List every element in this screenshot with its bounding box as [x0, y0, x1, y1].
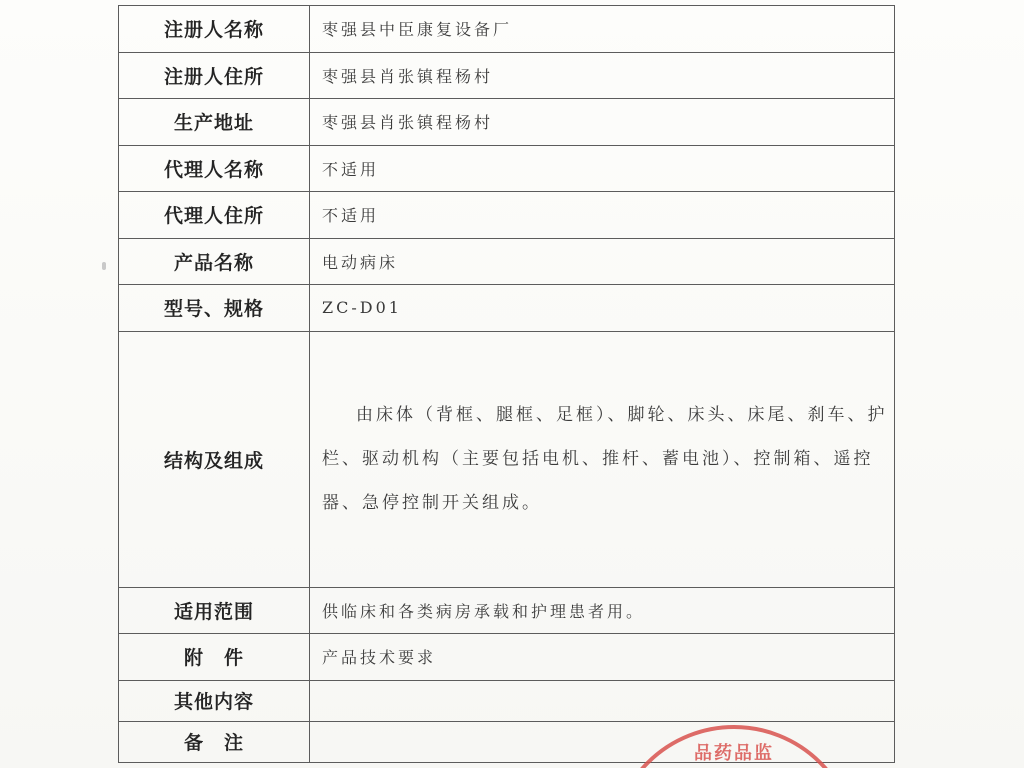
row-value: 枣强县肖张镇程杨村 — [310, 52, 895, 99]
row-label: 注册人名称 — [119, 6, 310, 53]
row-label: 代理人名称 — [119, 145, 310, 192]
scope-label: 适用范围 — [119, 587, 310, 634]
row-value: 枣强县中臣康复设备厂 — [310, 6, 895, 53]
table-row-scope — [119, 587, 895, 634]
table-row — [119, 52, 895, 99]
table-row-other — [119, 680, 895, 721]
attachment-value: 产品技术要求 — [310, 634, 895, 681]
table-row — [119, 99, 895, 146]
table-row — [119, 285, 895, 332]
attachment-label: 附 件 — [119, 634, 310, 681]
table-row-structure — [119, 331, 895, 587]
other-value — [310, 680, 895, 721]
row-label: 代理人住所 — [119, 192, 310, 239]
row-label: 生产地址 — [119, 99, 310, 146]
row-label: 产品名称 — [119, 238, 310, 285]
row-value: 不适用 — [310, 192, 895, 239]
row-label: 型号、规格 — [119, 285, 310, 332]
row-label: 注册人住所 — [119, 52, 310, 99]
structure-label: 结构及组成 — [119, 331, 310, 587]
row-value: ZC-D01 — [310, 285, 895, 332]
table-row — [119, 145, 895, 192]
row-value: 电动病床 — [310, 238, 895, 285]
structure-value-cell — [310, 331, 895, 587]
other-label: 其他内容 — [119, 680, 310, 721]
row-value: 枣强县肖张镇程杨村 — [310, 99, 895, 146]
table-row — [119, 6, 895, 53]
structure-value: 由床体（背框、腿框、足框）、脚轮、床头、床尾、刹车、护栏、驱动机构（主要包括电机、推杆、蓄电池）、控制箱、遥控器、急停控制开关组成。 — [322, 405, 888, 513]
table-row-attachment — [119, 634, 895, 681]
table-row — [119, 192, 895, 239]
table-row — [119, 238, 895, 285]
row-value: 不适用 — [310, 145, 895, 192]
seal-text: 品药品监 — [694, 743, 774, 764]
scan-speck — [102, 262, 106, 270]
remarks-label: 备 注 — [119, 721, 310, 762]
scope-value: 供临床和各类病房承载和护理患者用。 — [310, 587, 895, 634]
registration-form-table — [118, 5, 895, 763]
